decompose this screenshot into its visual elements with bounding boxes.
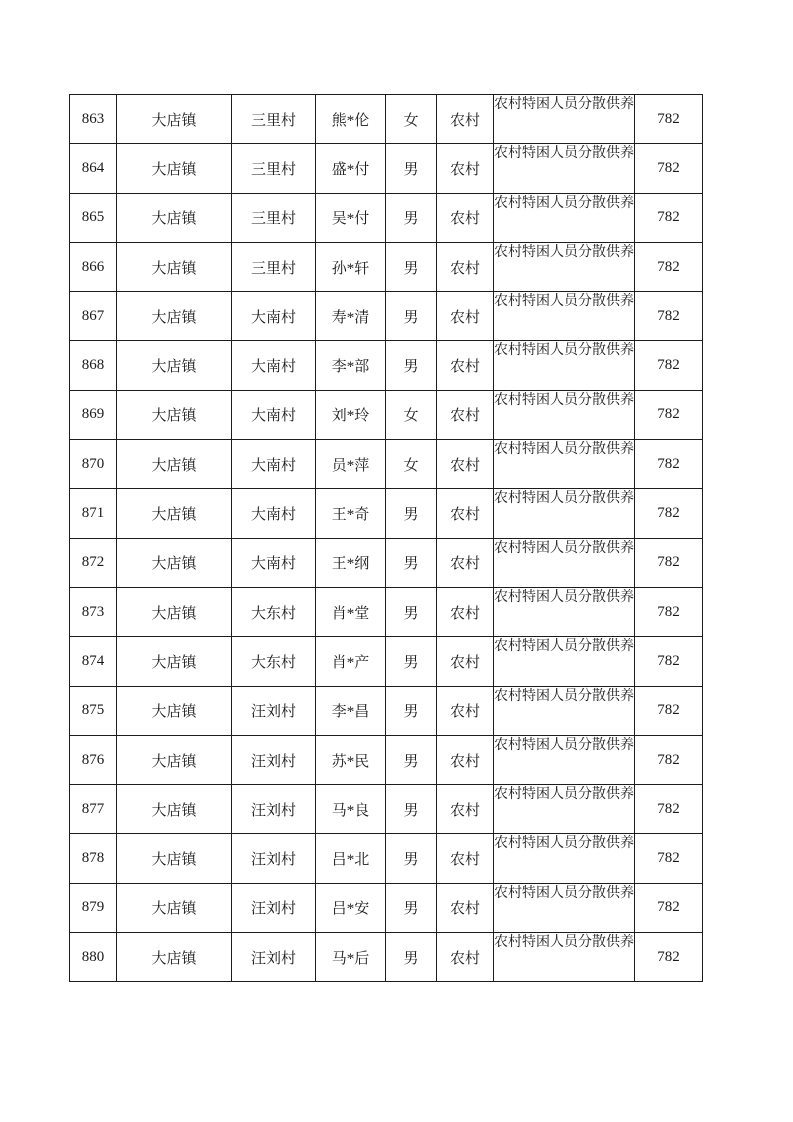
cell-person-name: 王*纲 [316, 538, 386, 587]
cell-area-type: 农村 [437, 933, 494, 982]
cell-row-number: 880 [70, 933, 117, 982]
table-row [70, 193, 703, 242]
cell-village: 汪刘村 [232, 834, 316, 883]
cell-gender: 男 [386, 883, 437, 932]
cell-person-name: 熊*伦 [316, 95, 386, 144]
cell-town: 大店镇 [117, 292, 232, 341]
table-row [70, 933, 703, 982]
support-category-text: 农村特困人员分散供养 [494, 935, 634, 951]
cell-support-category [494, 686, 635, 735]
table-row [70, 341, 703, 390]
cell-village: 汪刘村 [232, 735, 316, 784]
cell-amount: 782 [635, 538, 703, 587]
table-row [70, 538, 703, 587]
cell-person-name: 吕*安 [316, 883, 386, 932]
table-row [70, 785, 703, 834]
cell-support-category [494, 292, 635, 341]
cell-row-number: 869 [70, 390, 117, 439]
table-row [70, 390, 703, 439]
cell-support-category [494, 95, 635, 144]
table-row [70, 686, 703, 735]
cell-amount: 782 [635, 883, 703, 932]
cell-town: 大店镇 [117, 390, 232, 439]
support-category-text: 农村特困人员分散供养 [494, 195, 634, 211]
cell-village: 汪刘村 [232, 883, 316, 932]
cell-gender: 男 [386, 538, 437, 587]
cell-row-number: 873 [70, 587, 117, 636]
cell-person-name: 肖*堂 [316, 587, 386, 636]
cell-row-number: 863 [70, 95, 117, 144]
cell-gender: 男 [386, 785, 437, 834]
cell-area-type: 农村 [437, 538, 494, 587]
table-row [70, 144, 703, 193]
cell-person-name: 苏*民 [316, 735, 386, 784]
cell-area-type: 农村 [437, 735, 494, 784]
cell-row-number: 875 [70, 686, 117, 735]
cell-gender: 男 [386, 686, 437, 735]
cell-support-category [494, 193, 635, 242]
cell-person-name: 吕*北 [316, 834, 386, 883]
cell-person-name: 王*奇 [316, 489, 386, 538]
cell-amount: 782 [635, 193, 703, 242]
cell-town: 大店镇 [117, 193, 232, 242]
table-row [70, 440, 703, 489]
cell-support-category [494, 440, 635, 489]
cell-gender: 男 [386, 587, 437, 636]
cell-town: 大店镇 [117, 538, 232, 587]
cell-gender: 男 [386, 341, 437, 390]
cell-amount: 782 [635, 242, 703, 291]
cell-town: 大店镇 [117, 489, 232, 538]
cell-town: 大店镇 [117, 587, 232, 636]
cell-area-type: 农村 [437, 883, 494, 932]
cell-town: 大店镇 [117, 785, 232, 834]
cell-village: 三里村 [232, 242, 316, 291]
cell-amount: 782 [635, 686, 703, 735]
cell-area-type: 农村 [437, 587, 494, 636]
cell-gender: 男 [386, 933, 437, 982]
cell-row-number: 878 [70, 834, 117, 883]
cell-amount: 782 [635, 489, 703, 538]
support-category-text: 农村特困人员分散供养 [494, 639, 634, 655]
support-category-text: 农村特困人员分散供养 [494, 589, 634, 605]
cell-gender: 男 [386, 735, 437, 784]
table-row [70, 242, 703, 291]
cell-village: 大南村 [232, 489, 316, 538]
cell-row-number: 867 [70, 292, 117, 341]
cell-support-category [494, 489, 635, 538]
cell-town: 大店镇 [117, 637, 232, 686]
cell-row-number: 865 [70, 193, 117, 242]
cell-town: 大店镇 [117, 341, 232, 390]
table-row [70, 637, 703, 686]
cell-area-type: 农村 [437, 637, 494, 686]
cell-amount: 782 [635, 587, 703, 636]
cell-area-type: 农村 [437, 95, 494, 144]
cell-gender: 男 [386, 834, 437, 883]
cell-support-category [494, 785, 635, 834]
cell-row-number: 872 [70, 538, 117, 587]
cell-row-number: 874 [70, 637, 117, 686]
cell-amount: 782 [635, 144, 703, 193]
cell-village: 三里村 [232, 144, 316, 193]
cell-village: 大南村 [232, 440, 316, 489]
cell-person-name: 马*后 [316, 933, 386, 982]
cell-village: 大东村 [232, 637, 316, 686]
cell-person-name: 刘*玲 [316, 390, 386, 439]
cell-row-number: 868 [70, 341, 117, 390]
cell-area-type: 农村 [437, 440, 494, 489]
cell-row-number: 871 [70, 489, 117, 538]
cell-village: 大南村 [232, 341, 316, 390]
cell-support-category [494, 538, 635, 587]
cell-person-name: 李*昌 [316, 686, 386, 735]
cell-area-type: 农村 [437, 341, 494, 390]
cell-row-number: 870 [70, 440, 117, 489]
records-table [69, 94, 703, 982]
cell-town: 大店镇 [117, 735, 232, 784]
cell-gender: 男 [386, 242, 437, 291]
cell-support-category [494, 933, 635, 982]
cell-row-number: 866 [70, 242, 117, 291]
cell-amount: 782 [635, 390, 703, 439]
cell-support-category [494, 834, 635, 883]
cell-amount: 782 [635, 95, 703, 144]
support-category-text: 农村特困人员分散供养 [494, 787, 634, 803]
cell-amount: 782 [635, 834, 703, 883]
cell-village: 汪刘村 [232, 686, 316, 735]
cell-support-category [494, 735, 635, 784]
cell-town: 大店镇 [117, 95, 232, 144]
support-category-text: 农村特困人员分散供养 [494, 392, 634, 408]
cell-area-type: 农村 [437, 834, 494, 883]
cell-support-category [494, 341, 635, 390]
cell-row-number: 876 [70, 735, 117, 784]
cell-row-number: 864 [70, 144, 117, 193]
cell-area-type: 农村 [437, 144, 494, 193]
cell-area-type: 农村 [437, 242, 494, 291]
cell-gender: 男 [386, 292, 437, 341]
cell-support-category [494, 587, 635, 636]
table-row [70, 95, 703, 144]
cell-gender: 男 [386, 193, 437, 242]
table-row [70, 587, 703, 636]
cell-village: 三里村 [232, 95, 316, 144]
support-category-text: 农村特困人员分散供养 [494, 294, 634, 310]
cell-amount: 782 [635, 785, 703, 834]
cell-town: 大店镇 [117, 834, 232, 883]
cell-area-type: 农村 [437, 686, 494, 735]
cell-village: 大南村 [232, 390, 316, 439]
support-category-text: 农村特困人员分散供养 [494, 343, 634, 359]
cell-gender: 男 [386, 637, 437, 686]
cell-person-name: 肖*产 [316, 637, 386, 686]
support-category-text: 农村特困人员分散供养 [494, 442, 634, 458]
cell-village: 汪刘村 [232, 933, 316, 982]
cell-area-type: 农村 [437, 292, 494, 341]
cell-support-category [494, 637, 635, 686]
support-category-text: 农村特困人员分散供养 [494, 540, 634, 556]
cell-person-name: 马*良 [316, 785, 386, 834]
support-category-text: 农村特困人员分散供养 [494, 836, 634, 852]
cell-gender: 男 [386, 144, 437, 193]
cell-amount: 782 [635, 637, 703, 686]
cell-person-name: 盛*付 [316, 144, 386, 193]
cell-village: 三里村 [232, 193, 316, 242]
cell-town: 大店镇 [117, 883, 232, 932]
cell-town: 大店镇 [117, 242, 232, 291]
table-row [70, 883, 703, 932]
cell-town: 大店镇 [117, 440, 232, 489]
cell-support-category [494, 144, 635, 193]
cell-town: 大店镇 [117, 933, 232, 982]
table-row [70, 489, 703, 538]
cell-row-number: 879 [70, 883, 117, 932]
records-table-body [70, 95, 703, 982]
cell-area-type: 农村 [437, 489, 494, 538]
cell-area-type: 农村 [437, 785, 494, 834]
support-category-text: 农村特困人员分散供养 [494, 244, 634, 260]
cell-support-category [494, 242, 635, 291]
cell-village: 大东村 [232, 587, 316, 636]
cell-town: 大店镇 [117, 686, 232, 735]
cell-area-type: 农村 [437, 193, 494, 242]
cell-row-number: 877 [70, 785, 117, 834]
cell-amount: 782 [635, 292, 703, 341]
cell-person-name: 李*部 [316, 341, 386, 390]
cell-gender: 女 [386, 440, 437, 489]
table-row [70, 735, 703, 784]
table-row [70, 292, 703, 341]
cell-support-category [494, 390, 635, 439]
cell-amount: 782 [635, 341, 703, 390]
cell-person-name: 吴*付 [316, 193, 386, 242]
cell-village: 大南村 [232, 538, 316, 587]
support-category-text: 农村特困人员分散供养 [494, 688, 634, 704]
cell-village: 大南村 [232, 292, 316, 341]
support-category-text: 农村特困人员分散供养 [494, 146, 634, 162]
cell-support-category [494, 883, 635, 932]
cell-amount: 782 [635, 735, 703, 784]
cell-town: 大店镇 [117, 144, 232, 193]
cell-person-name: 员*萍 [316, 440, 386, 489]
cell-amount: 782 [635, 933, 703, 982]
cell-gender: 女 [386, 390, 437, 439]
cell-amount: 782 [635, 440, 703, 489]
support-category-text: 农村特困人员分散供养 [494, 737, 634, 753]
cell-person-name: 寿*清 [316, 292, 386, 341]
support-category-text: 农村特困人员分散供养 [494, 885, 634, 901]
cell-village: 汪刘村 [232, 785, 316, 834]
support-category-text: 农村特困人员分散供养 [494, 97, 634, 112]
cell-gender: 女 [386, 95, 437, 144]
cell-area-type: 农村 [437, 390, 494, 439]
cell-person-name: 孙*轩 [316, 242, 386, 291]
cell-gender: 男 [386, 489, 437, 538]
support-category-text: 农村特困人员分散供养 [494, 491, 634, 507]
table-row [70, 834, 703, 883]
